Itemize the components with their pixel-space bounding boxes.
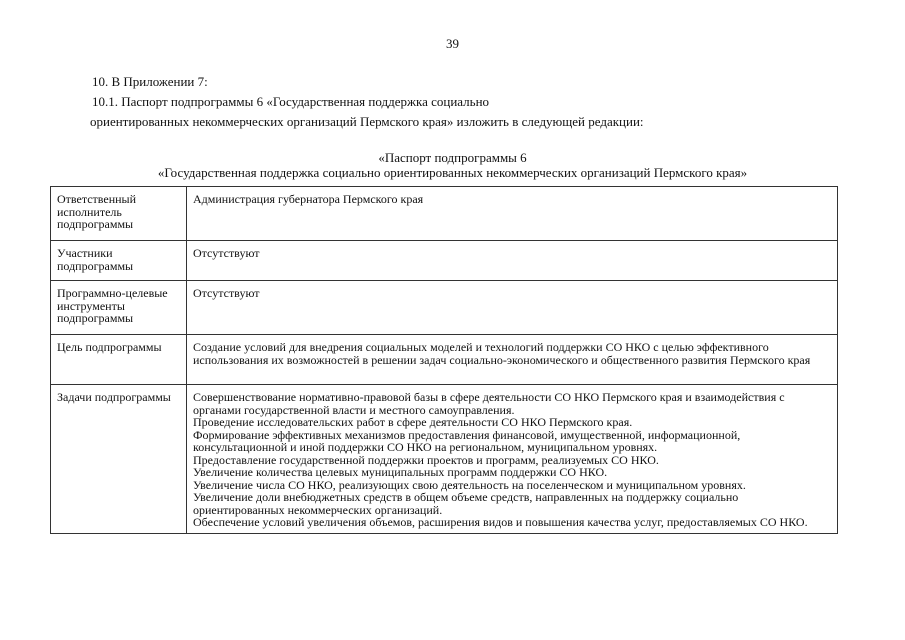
intro-line-1: 10. В Приложении 7:: [92, 74, 208, 89]
row-label: Ответственный исполнитель подпрограммы: [51, 187, 187, 241]
task-item: Совершенствование нормативно-правовой базы в сфере деятельности СО НКО Пермского края и взаимодействия с органами государственной власти и местного самоуправления.: [193, 390, 785, 417]
passport-heading: [0, 150, 905, 180]
row-value: Отсутствуют: [187, 241, 838, 281]
intro-line-3: ориентированных некоммерческих организаций Пермского края» изложить в следующей редакции:: [90, 114, 644, 129]
row-label: Участники подпрограммы: [51, 241, 187, 281]
row-label: Цель подпрограммы: [51, 335, 187, 385]
task-item: Предоставление государственной поддержки проектов и программ, реализуемых СО НКО.: [193, 452, 659, 467]
table-row: [51, 385, 838, 534]
table-row: [51, 335, 838, 385]
task-item: Увеличение количества целевых муниципальных программ поддержки СО НКО.: [193, 465, 608, 479]
task-item: Увеличение доли внебюджетных средств в общем объеме средств, направленных на поддержку социально ориентированных некоммерческих организаций.: [193, 490, 739, 517]
subprogram-title: «Государственная поддержка социально ориентированных некоммерческих организаций Пермского края»: [157, 165, 748, 180]
table-row: [51, 187, 838, 241]
page-number: 39: [446, 36, 459, 51]
row-label: Программно-целевые инструменты подпрограммы: [51, 281, 187, 335]
intro-text: [92, 72, 644, 132]
task-item: Увеличение числа СО НКО, реализующих свою деятельность на поселенческом и муниципальном уровнях.: [193, 477, 746, 492]
task-item: Проведение исследовательских работ в сфере деятельности СО НКО Пермского края.: [193, 415, 633, 429]
row-label: Задачи подпрограммы: [51, 385, 187, 534]
task-item: Обеспечение условий увеличения объемов, расширения видов и повышения качества услуг, предоставляемых СО НКО.: [193, 515, 808, 529]
table-row: [51, 281, 838, 335]
intro-line-2: 10.1. Паспорт подпрограммы 6 «Государственная поддержка социально: [92, 94, 490, 109]
table-row: [51, 241, 838, 281]
passport-title: «Паспорт подпрограммы 6: [378, 150, 527, 165]
row-value: Администрация губернатора Пермского края: [187, 187, 838, 241]
row-value: Отсутствуют: [187, 281, 838, 335]
passport-table: [50, 186, 838, 534]
task-item: Формирование эффективных механизмов предоставления финансовой, имущественной, информационной, консультационной и иной поддержки СО НКО на региональном, муниципальном уровнях.: [193, 427, 741, 454]
row-value: [187, 385, 838, 534]
row-value: Создание условий для внедрения социальных моделей и технологий поддержки СО НКО с целью эффективного использования их возможностей в решении задач социально-экономического и общественного развития Пермского края: [187, 335, 838, 385]
